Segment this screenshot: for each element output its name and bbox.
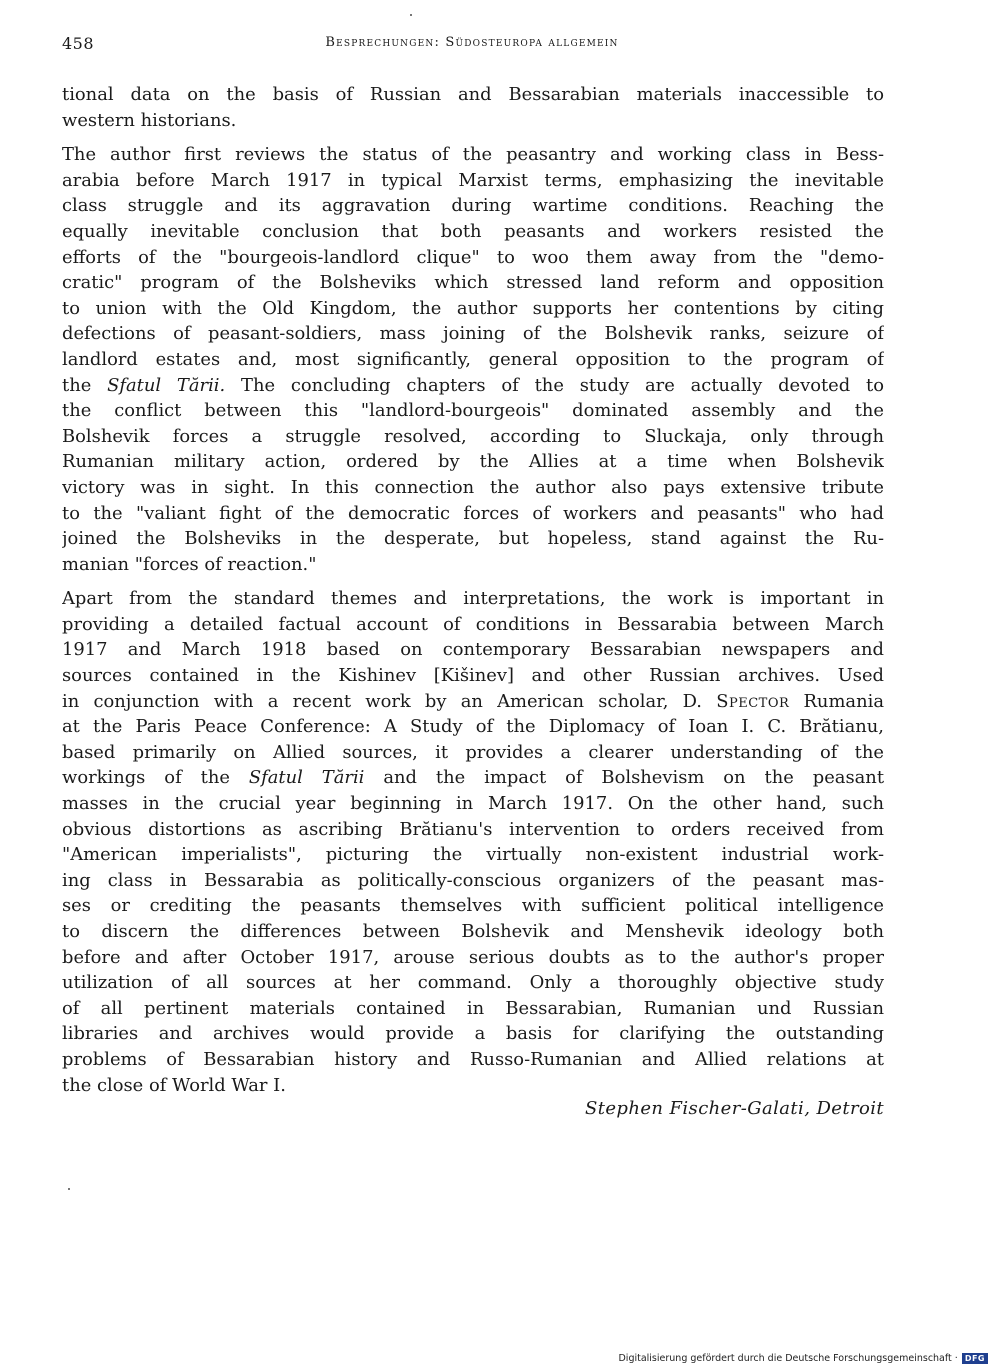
- text-segment: efforts of the "bourgeois-landlord clique" to woo them away from the "demo-: [62, 246, 884, 268]
- text-line: [62, 82, 884, 108]
- text-line: [62, 373, 884, 399]
- text-segment: 1917 and March 1918 based on contemporary Bessarabian newspapers and: [62, 639, 884, 661]
- text-line: [62, 270, 884, 296]
- text-segment: Rumania: [789, 690, 884, 712]
- text-segment: of all pertinent materials contained in Bessarabian, Rumanian und Russian: [62, 997, 884, 1019]
- text-line: [62, 893, 884, 919]
- text-segment: to union with the Old Kingdom, the author supports her contentions by citing: [62, 297, 884, 319]
- text-line: [62, 740, 884, 766]
- text-segment: the: [62, 374, 108, 396]
- text-line: [62, 765, 884, 791]
- text-line: [62, 945, 884, 971]
- text-line: [62, 108, 884, 134]
- paragraph: [62, 82, 884, 133]
- text-line: [62, 168, 884, 194]
- text-line: [62, 501, 884, 527]
- text-line: [62, 398, 884, 424]
- text-line: [62, 919, 884, 945]
- text-segment: defections of peasant-soldiers, mass joining of the Bolshevik ranks, seizure of: [62, 323, 884, 345]
- text-segment: cratic" program of the Bolsheviks which stressed land reform and opposition: [62, 272, 884, 294]
- text-segment: joined the Bolsheviks in the desperate, but hopeless, stand against the Ru-: [62, 528, 884, 550]
- scan-speck: [410, 14, 412, 16]
- paragraph: [62, 142, 884, 577]
- page-header: [62, 34, 882, 60]
- text-segment: victory was in sight. In this connection the author also pays extensive tribute: [62, 476, 884, 498]
- text-segment: "American imperialists", picturing the virtually non-existent industrial work-: [62, 844, 884, 866]
- text-segment: manian "forces of reaction.": [62, 553, 317, 575]
- article-body: [62, 82, 884, 1107]
- text-line: [62, 1073, 884, 1099]
- text-line: [62, 526, 884, 552]
- text-line: [62, 970, 884, 996]
- text-line: [62, 449, 884, 475]
- text-segment: ing class in Bessarabia as politically-conscious organizers of the peasant mas-: [62, 869, 884, 891]
- text-line: [62, 142, 884, 168]
- text-segment: to the "valiant fight of the democratic forces of workers and peasants" who had: [62, 502, 884, 524]
- text-line: [62, 552, 884, 578]
- text-segment: class struggle and its aggravation during wartime conditions. Reaching the: [62, 195, 884, 217]
- text-line: [62, 663, 884, 689]
- text-segment: at the Paris Peace Conference: A Study of the Diplomacy of Ioan I. C. Brătianu,: [62, 716, 884, 738]
- text-line: [62, 193, 884, 219]
- text-line: [62, 347, 884, 373]
- text-line: [62, 586, 884, 612]
- text-line: [62, 321, 884, 347]
- text-line: [62, 637, 884, 663]
- text-segment: The author first reviews the status of the peasantry and working class in Bess-: [62, 144, 884, 166]
- text-segment: utilization of all sources at her command. Only a thoroughly objective study: [62, 972, 884, 994]
- text-segment: problems of Bessarabian history and Russo-Rumanian and Allied relations at: [62, 1048, 884, 1070]
- text-segment: equally inevitable conclusion that both peasants and workers resisted the: [62, 220, 884, 242]
- italic-term: Sfatul Tării: [248, 767, 365, 789]
- paragraph: [62, 586, 884, 1098]
- text-segment: obvious distortions as ascribing Brătianu's intervention to orders received from: [62, 818, 884, 840]
- text-line: [62, 996, 884, 1022]
- page-number: 458: [62, 34, 95, 53]
- text-segment: Bolshevik forces a struggle resolved, according to Sluckaja, only through: [62, 425, 884, 447]
- text-segment: before and after October 1917, arouse serious doubts as to the author's proper: [62, 946, 884, 968]
- dfg-logo: DFG: [962, 1353, 988, 1364]
- text-segment: in conjunction with a recent work by an American scholar, D.: [62, 690, 717, 712]
- text-segment: arabia before March 1917 in typical Marxist terms, emphasizing the inevitable: [62, 169, 884, 191]
- text-segment: the conflict between this "landlord-bourgeois" dominated assembly and the: [62, 400, 884, 422]
- text-segment: based primarily on Allied sources, it provides a clearer understanding of the: [62, 741, 884, 763]
- text-line: [62, 689, 884, 715]
- running-title: Besprechungen: Südosteuropa allgemein: [325, 35, 619, 50]
- text-line: [62, 791, 884, 817]
- text-line: [62, 296, 884, 322]
- digitization-credit: Digitalisierung gefördert durch die Deutsche Forschungsgemeinschaft ·: [618, 1352, 958, 1364]
- scan-speck: [68, 1188, 70, 1190]
- text-segment: ses or crediting the peasants themselves with sufficient political intelligence: [62, 895, 884, 917]
- text-segment: libraries and archives would provide a basis for clarifying the outstanding: [62, 1023, 884, 1045]
- author-name-smallcaps: Spector: [716, 690, 790, 712]
- text-segment: landlord estates and, most significantly, general opposition to the program of: [62, 348, 884, 370]
- text-segment: workings of the: [62, 767, 249, 789]
- text-segment: sources contained in the Kishinev [Kišinev] and other Russian archives. Used: [62, 665, 884, 687]
- author-signature: Stephen Fischer-Galati, Detroit: [585, 1098, 884, 1119]
- text-segment: The concluding chapters of the study are actually devoted to: [225, 374, 884, 396]
- text-segment: and the impact of Bolshevism on the peasant: [364, 767, 884, 789]
- text-segment: masses in the crucial year beginning in March 1917. On the other hand, such: [62, 793, 884, 815]
- text-line: [62, 245, 884, 271]
- text-segment: the close of World War I.: [62, 1074, 286, 1096]
- text-line: [62, 714, 884, 740]
- text-line: [62, 842, 884, 868]
- text-segment: Apart from the standard themes and interpretations, the work is important in: [62, 588, 884, 610]
- text-segment: to discern the differences between Bolshevik and Menshevik ideology both: [62, 921, 884, 942]
- digitization-footer: [618, 1350, 988, 1366]
- text-line: [62, 612, 884, 638]
- text-line: [62, 219, 884, 245]
- text-line: [62, 817, 884, 843]
- text-segment: western historians.: [62, 109, 237, 131]
- text-line: [62, 424, 884, 450]
- text-segment: Rumanian military action, ordered by the Allies at a time when Bolshevik: [62, 451, 884, 473]
- text-line: [62, 868, 884, 894]
- text-line: [62, 1047, 884, 1073]
- text-line: [62, 475, 884, 501]
- text-line: [62, 1021, 884, 1047]
- text-segment: providing a detailed factual account of conditions in Bessarabia between March: [62, 613, 884, 635]
- text-segment: tional data on the basis of Russian and Bessarabian materials inaccessible to: [62, 84, 884, 105]
- italic-term: Sfatul Tării.: [107, 374, 226, 396]
